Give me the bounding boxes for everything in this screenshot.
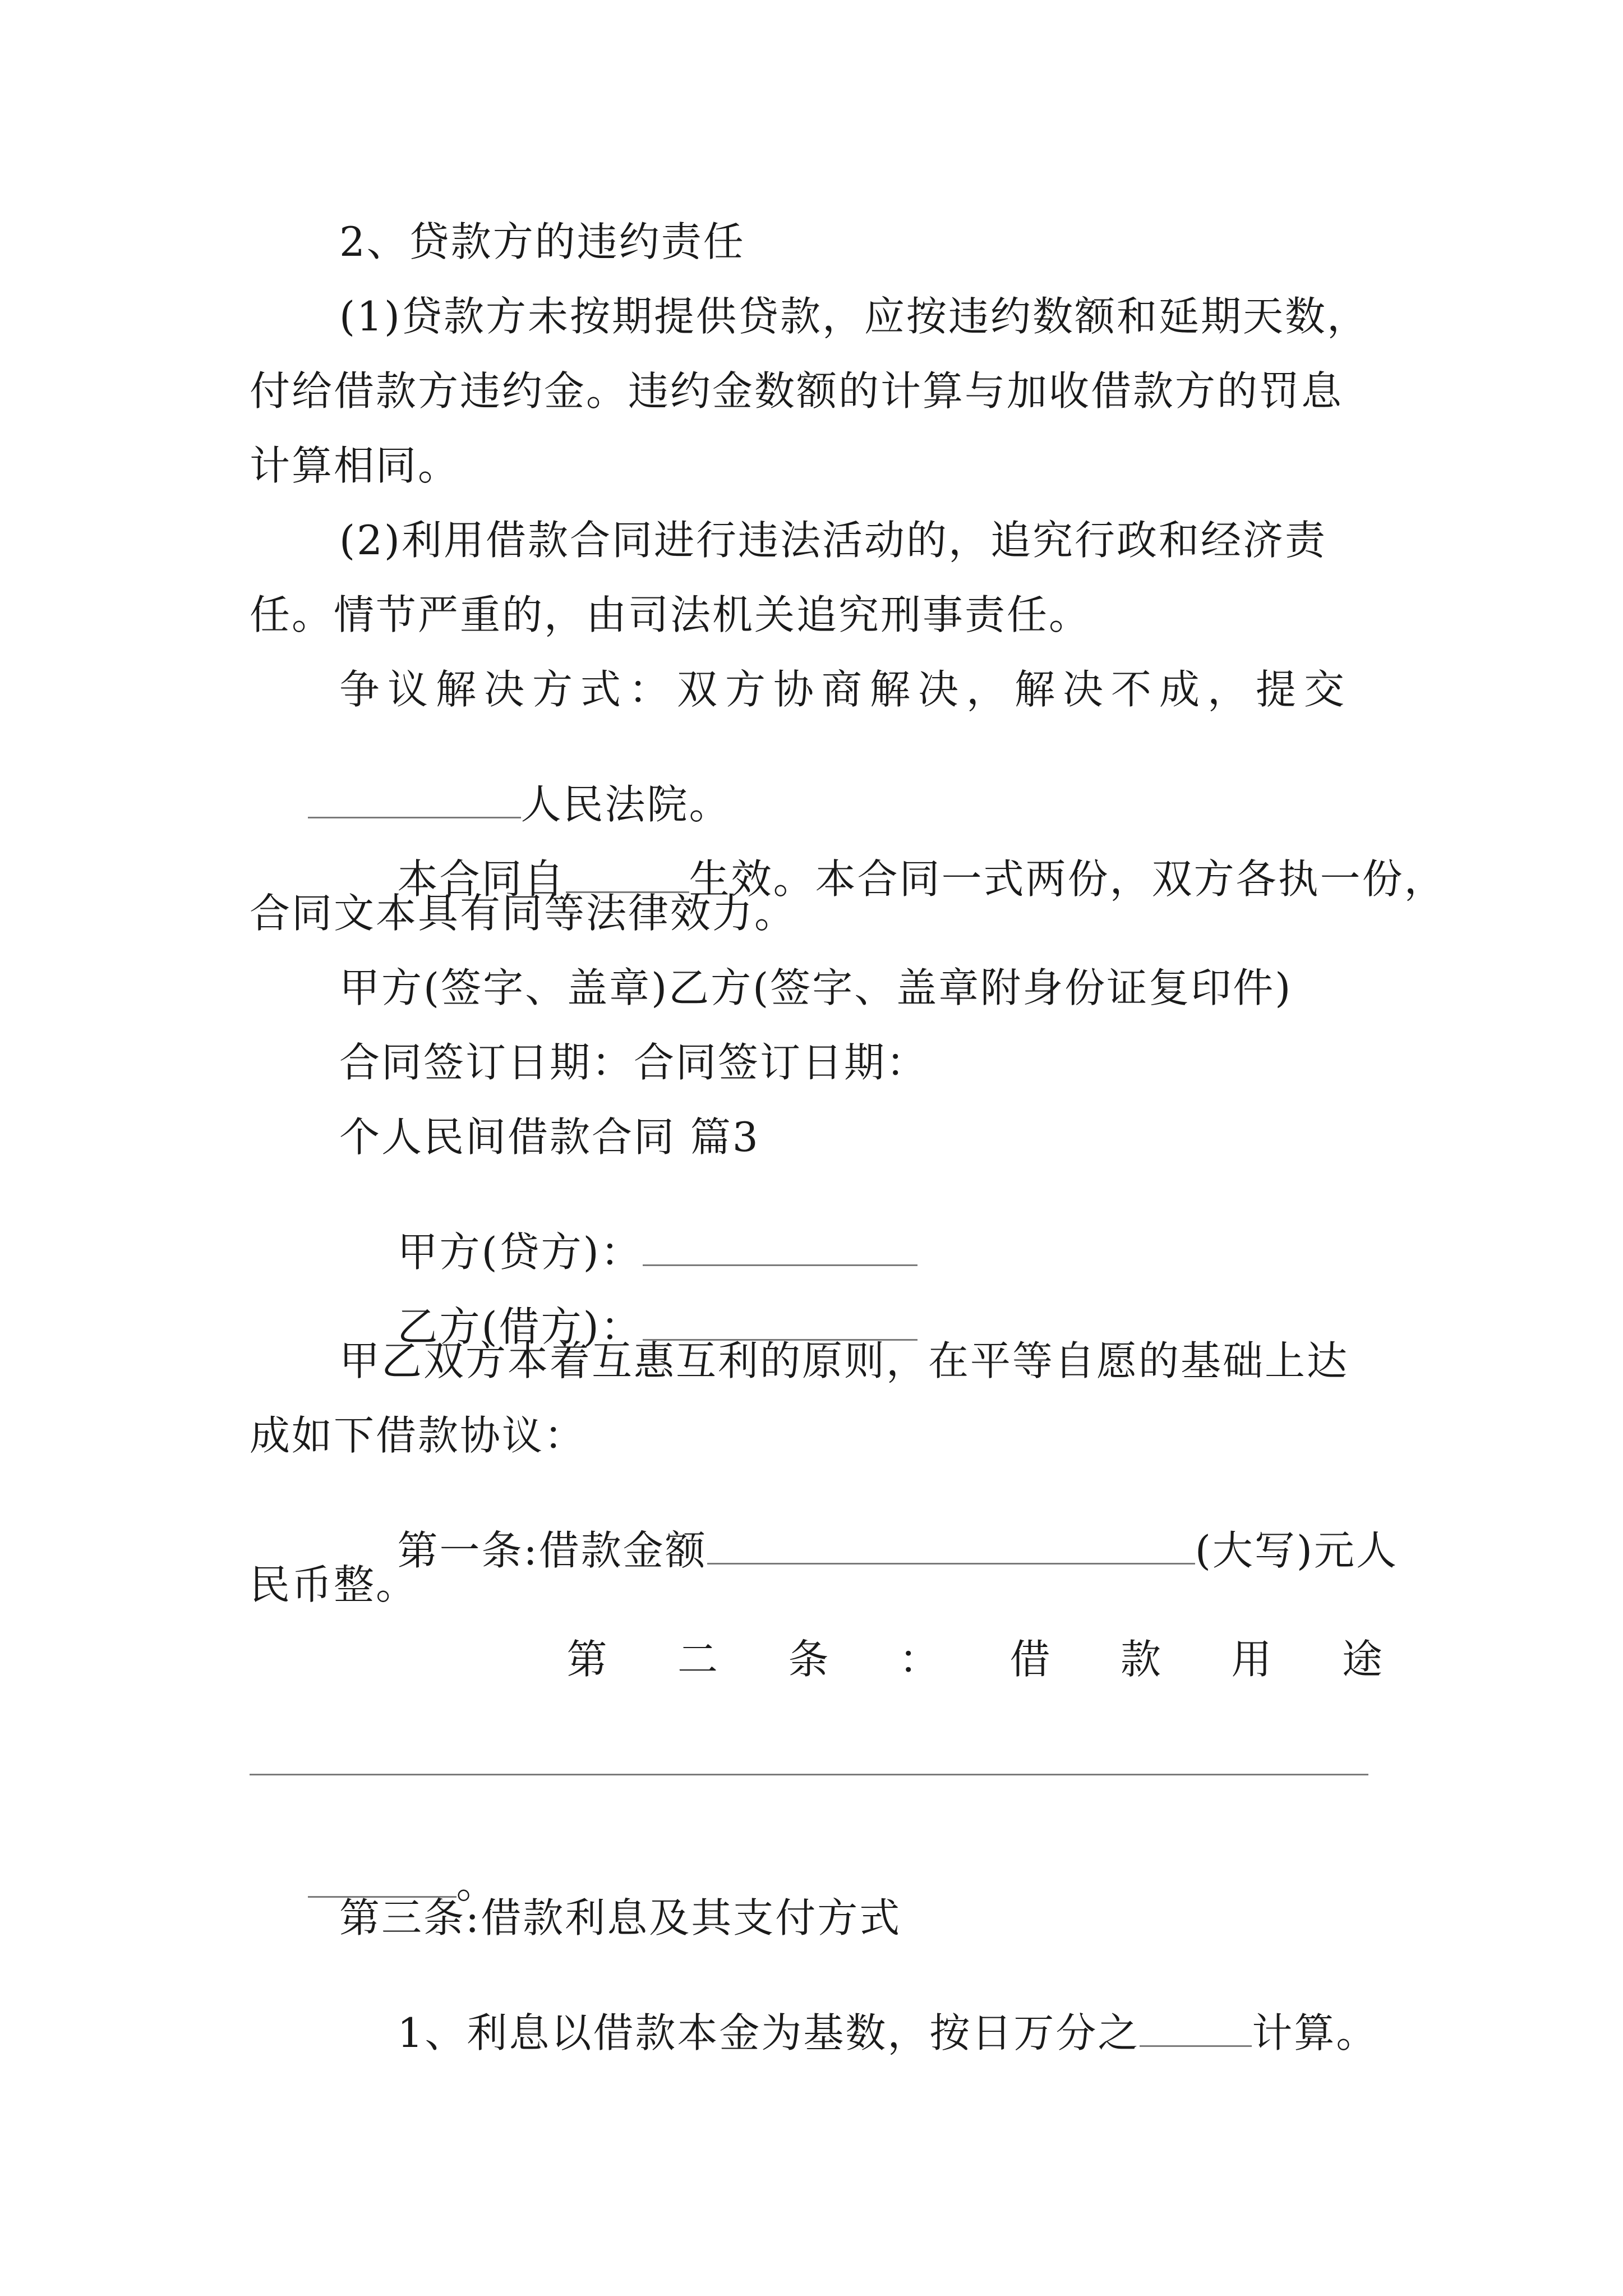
paragraph-line bbox=[339, 1972, 1378, 2093]
paragraph-line: 成如下借款协议： bbox=[250, 1412, 587, 1459]
blank-interest-rate bbox=[1140, 2013, 1252, 2047]
spread-char: 用 bbox=[1231, 1636, 1272, 1683]
spread-char: 条 bbox=[788, 1636, 829, 1683]
blank-purpose-line bbox=[250, 1774, 1368, 1775]
paragraph-line: (1)贷款方未按期提供贷款，应按违约数额和延期天数， bbox=[339, 293, 1369, 340]
paragraph-line: 计算相同。 bbox=[250, 442, 460, 489]
article-two-heading bbox=[250, 1636, 1382, 1683]
blank-amount bbox=[707, 1530, 1195, 1565]
paragraph-line: 甲方(签字、盖章)乙方(签字、盖章附身份证复印件) bbox=[339, 964, 1293, 1011]
interest-suffix: 计算。 bbox=[1252, 2009, 1378, 2056]
amount-label: 第一条:借款金额 bbox=[397, 1527, 707, 1574]
spread-char: 借 bbox=[1009, 1636, 1050, 1683]
interest-prefix: 1、利息以借款本金为基数，按日万分之 bbox=[397, 2009, 1140, 2056]
paragraph-line: (2)利用借款合同进行违法活动的，追究行政和经济责 bbox=[339, 517, 1327, 564]
borrower-label: 乙方(借方)： bbox=[397, 1303, 643, 1350]
blank-effective bbox=[566, 859, 689, 893]
section-title: 个人民间借款合同 篇3 bbox=[339, 1114, 760, 1161]
paragraph-line bbox=[339, 1490, 1398, 1611]
paragraph-line: 任。情节严重的，由司法机关追究刑事责任。 bbox=[250, 591, 1091, 638]
paragraph-line: 第三条:借款利息及其支付方式 bbox=[339, 1894, 902, 1941]
spread-char: 途 bbox=[1341, 1636, 1382, 1683]
paragraph-line: 争议解决方式：双方协商解决，解决不成，提交 bbox=[339, 666, 1353, 713]
paragraph-line: 甲乙双方本着互惠互利的原则，在平等自愿的基础上达 bbox=[339, 1337, 1349, 1384]
blank-purpose-tail bbox=[308, 1864, 457, 1898]
paragraph-line: 付给借款方违约金。违约金数额的计算与加收借款方的罚息 bbox=[250, 367, 1344, 415]
blank-lender bbox=[643, 1232, 917, 1266]
effective-suffix: 生效。本合同一式两份，双方各执一份， bbox=[689, 855, 1446, 903]
spread-char: 二 bbox=[677, 1636, 718, 1683]
paragraph-line: 合同文本具有同等法律效力。 bbox=[250, 890, 797, 937]
paragraph-line: 合同签订日期：合同签订日期： bbox=[339, 1039, 929, 1086]
lender-label: 甲方(贷方)： bbox=[397, 1228, 643, 1276]
paragraph-line: 2、贷款方的违约责任 bbox=[339, 218, 745, 265]
effective-prefix: 本合同自 bbox=[397, 855, 566, 903]
spread-char: 第 bbox=[566, 1636, 607, 1683]
blank-court bbox=[308, 784, 521, 818]
court-suffix: 人民法院。 bbox=[520, 781, 731, 828]
spread-char: ： bbox=[898, 1636, 939, 1683]
paragraph-line: 民币整。 bbox=[250, 1561, 418, 1608]
blank-borrower bbox=[643, 1306, 917, 1341]
spread-char: 款 bbox=[1120, 1636, 1161, 1683]
amount-suffix: (大写)元人 bbox=[1195, 1527, 1398, 1574]
purpose-period: 。 bbox=[456, 1860, 499, 1907]
